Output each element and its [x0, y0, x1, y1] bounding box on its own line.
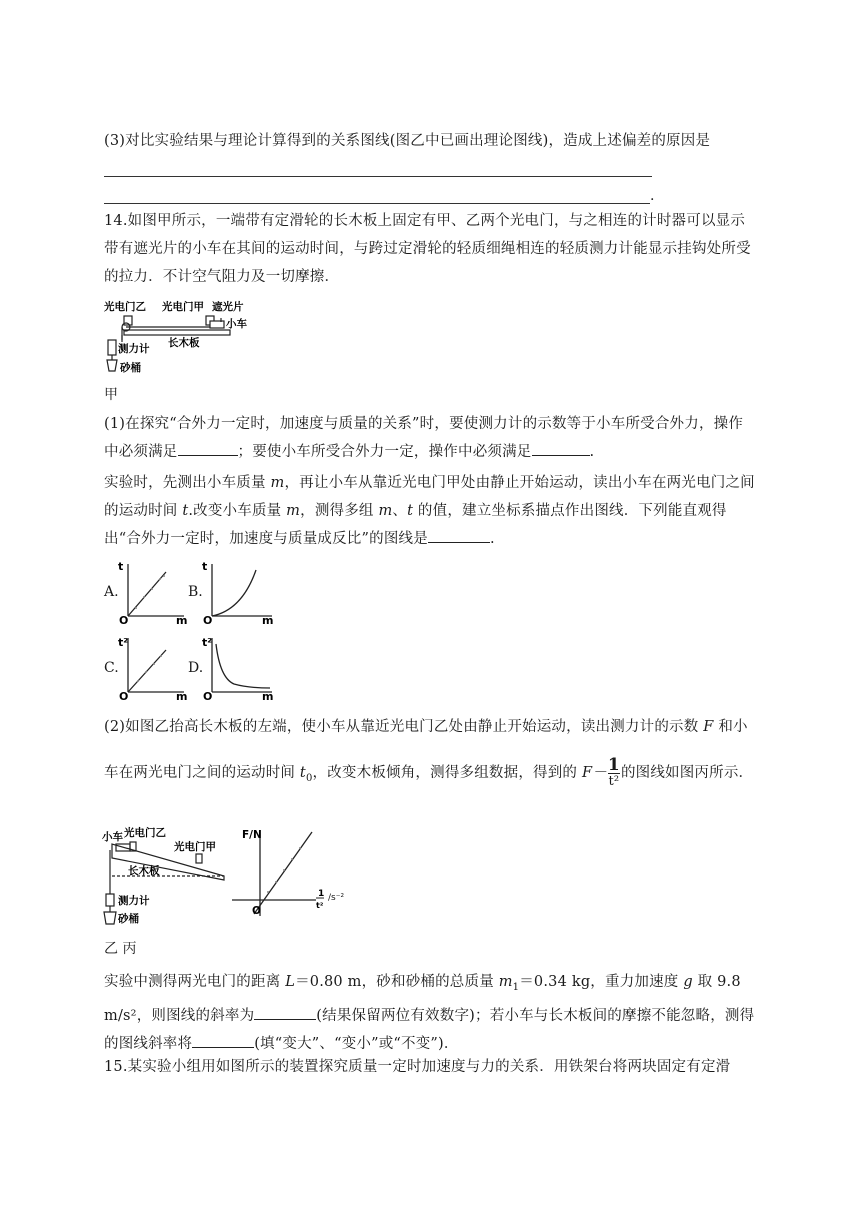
q14-part3: 实验中测得两光电门的距离 L＝0.80 m，砂和砂桶的总质量 $m_1=0.34$ kg，重力加速度 g 取 9.8 m/s²，则图线的斜率为 (结果保留两位有效数字)；若小车与长木板间的摩擦不能忽略，测得的图线斜率将 (填“变大”、“变小”或“不变”)．	[104, 974, 755, 1052]
board-shape	[124, 330, 230, 335]
meter-shape	[108, 340, 116, 355]
option-a-label: A.	[104, 584, 119, 600]
svg-text:m: m	[176, 614, 188, 626]
svg-text:t: t	[118, 560, 124, 573]
bing-x-unit: /s⁻²	[328, 893, 345, 903]
svg-text:光电门乙: 光电门乙	[124, 827, 166, 839]
answer-blank-4	[254, 1003, 316, 1020]
option-c-label: C.	[104, 660, 119, 676]
svg-text:1: 1	[318, 889, 325, 899]
svg-text:t: t	[202, 560, 208, 573]
option-b-label: B.	[188, 584, 203, 600]
answer-blank-1	[178, 439, 238, 456]
answer-line-2	[104, 203, 650, 204]
figure-yi	[100, 826, 230, 930]
label-meter: 测力计	[118, 343, 150, 355]
answer-blank-3	[428, 526, 490, 543]
label-gate-a: 光电门甲	[162, 301, 204, 313]
option-d-graph	[198, 634, 278, 700]
svg-text:小车: 小车	[102, 831, 123, 843]
svg-text:t²: t²	[118, 636, 129, 649]
svg-text:F/N: F/N	[242, 829, 262, 841]
figure-jia	[100, 296, 260, 378]
label-board: 长木板	[168, 337, 200, 349]
svg-text:O: O	[203, 690, 213, 700]
svg-text:m: m	[262, 614, 274, 626]
q15-stem: 15.某实验小组用如图所示的装置探究质量一定时加速度与力的关系．用铁架台将两块固定有定滑	[104, 1059, 731, 1075]
svg-text:t²: t²	[202, 636, 213, 649]
svg-text:长木板: 长木板	[128, 865, 160, 877]
svg-text:t²: t²	[316, 901, 324, 910]
option-b-graph	[198, 560, 278, 626]
cart-shape	[210, 321, 224, 328]
caption-yi-bing: 乙 丙	[104, 941, 137, 957]
option-a-graph	[114, 560, 190, 626]
label-bucket: 砂桶	[120, 362, 141, 374]
svg-text:测力计: 测力计	[118, 895, 150, 907]
caption-jia: 甲	[104, 387, 118, 403]
answer-blank-5	[192, 1031, 254, 1048]
label-cart: 小车	[226, 318, 247, 330]
svg-text:光电门甲: 光电门甲	[174, 841, 216, 853]
meter-shape	[106, 894, 114, 906]
svg-text:O: O	[252, 905, 261, 917]
gate-a-shape	[196, 854, 202, 863]
svg-text:砂桶: 砂桶	[118, 913, 139, 925]
answer-blank-2	[532, 439, 590, 456]
q14-part1-procedure: 实验时，先测出小车质量 m，再让小车从靠近光电门甲处由静止开始运动，读出小车在两光电门之间的运动时间 t.改变小车质量 m，测得多组 m、t 的值，建立坐标系描点作出图线．下列能直观得出“合外力一定时，加速度与质量成反比”的图线是 .	[104, 475, 755, 547]
svg-text:m: m	[176, 690, 188, 700]
q14-part2: (2)如图乙抬高长木板的左端，使小车从靠近光电门乙处由静止开始运动，读出测力计的示数 F 和小车在两光电门之间的运动时间 $t_0$，改变木板倾角，测得多组数据，得到的 F－ 1 t² 的图线如图丙所示．	[104, 719, 754, 789]
svg-text:m: m	[262, 690, 274, 700]
end-mark: .	[650, 188, 655, 204]
svg-text:O: O	[119, 690, 129, 700]
q13-part3: (3)对比实验结果与理论计算得到的关系图线(图乙中已画出理论图线)，造成上述偏差的原因是	[104, 133, 711, 149]
bucket-shape	[107, 360, 117, 371]
option-c-graph	[114, 634, 190, 700]
fraction: 1 t²	[607, 754, 620, 789]
figure-bing-graph	[232, 826, 328, 920]
label-shade: 遮光片	[212, 301, 244, 313]
svg-text:O: O	[203, 614, 213, 626]
label-gate-b: 光电门乙	[104, 301, 146, 313]
option-d-label: D.	[188, 660, 204, 676]
svg-text:O: O	[119, 614, 129, 626]
answer-line-1	[104, 176, 652, 177]
fit-line	[254, 832, 312, 914]
q14-part1: (1)在探究“合外力一定时，加速度与质量的关系”时，要使测力计的示数等于小车所受合外力，操作中必须满足 ；要使小车所受合外力一定，操作中必须满足 .	[104, 416, 744, 460]
q14-stem: 14.如图甲所示，一端带有定滑轮的长木板上固定有甲、乙两个光电门，与之相连的计时器可以显示带有遮光片的小车在其间的运动时间，与跨过定滑轮的轻质细绳相连的轻质测力计能显示挂钩处所受的拉力．不计空气阻力及一切摩擦．	[104, 213, 751, 285]
bucket-shape	[104, 912, 116, 924]
scatter-dots	[135, 575, 165, 609]
